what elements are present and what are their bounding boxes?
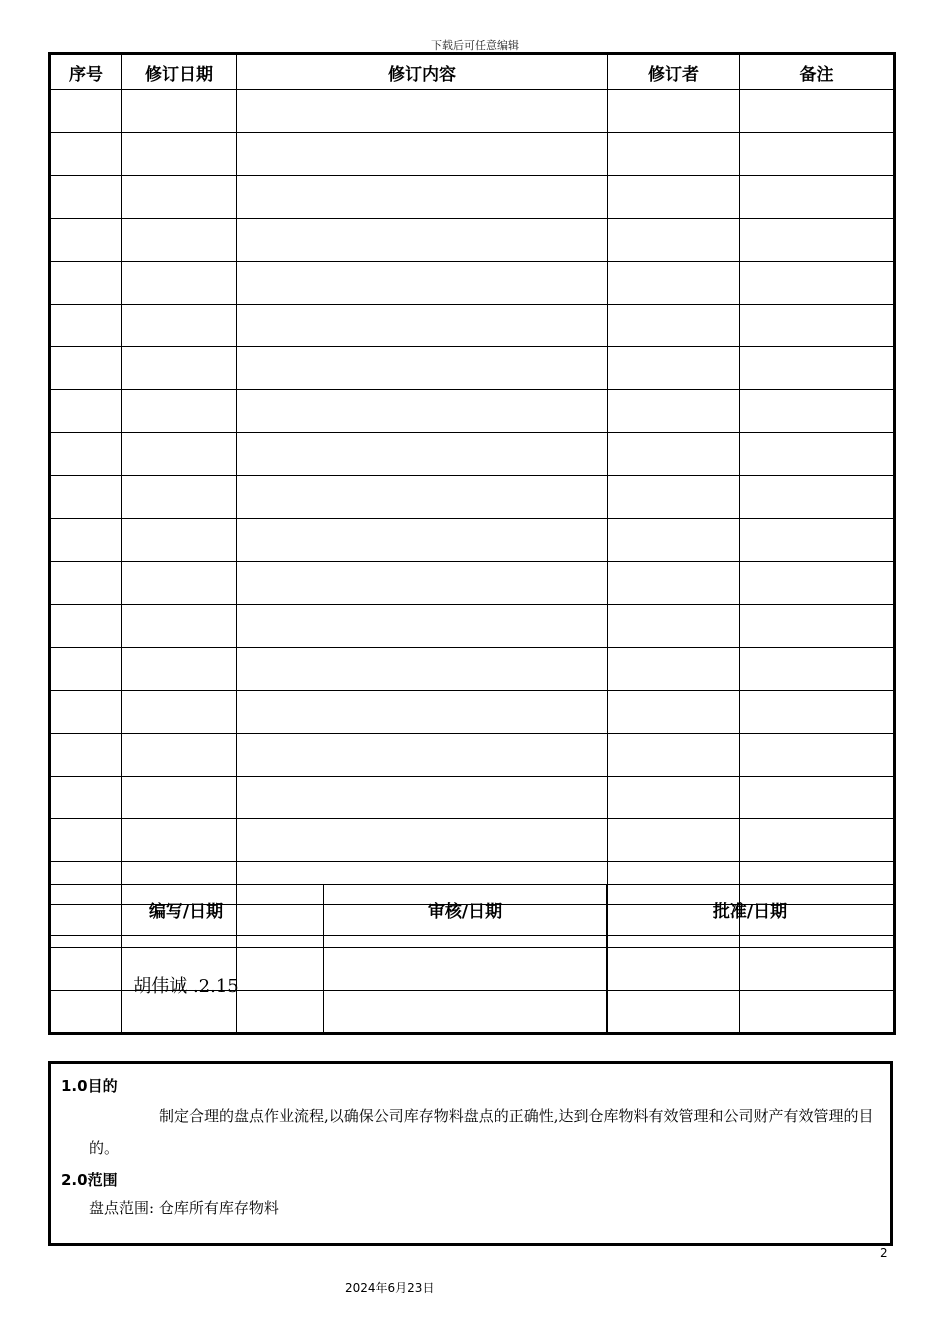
page-number: 2 [880, 1246, 888, 1260]
table-cell[interactable] [122, 90, 237, 133]
table-cell[interactable] [122, 304, 237, 347]
table-cell[interactable] [122, 733, 237, 776]
table-cell[interactable] [237, 347, 608, 390]
table-cell[interactable] [608, 604, 740, 647]
table-cell[interactable] [740, 261, 895, 304]
table-cell[interactable] [122, 175, 237, 218]
table-cell[interactable] [122, 604, 237, 647]
col-header-seq: 序号 [50, 54, 122, 90]
purpose-scope-box [48, 1061, 893, 1246]
table-cell[interactable] [50, 175, 122, 218]
table-cell[interactable] [740, 433, 895, 476]
table-row [50, 304, 895, 347]
table-cell[interactable] [122, 476, 237, 519]
table-cell[interactable] [122, 390, 237, 433]
table-cell[interactable] [740, 390, 895, 433]
table-row [50, 218, 895, 261]
table-cell[interactable] [608, 733, 740, 776]
table-cell[interactable] [50, 261, 122, 304]
col-header-reviser: 修订者 [608, 54, 740, 90]
table-cell[interactable] [740, 218, 895, 261]
table-cell[interactable] [608, 819, 740, 862]
table-cell[interactable] [237, 776, 608, 819]
table-row [50, 390, 895, 433]
table-cell[interactable] [122, 347, 237, 390]
table-cell[interactable] [608, 519, 740, 562]
table-cell[interactable] [608, 261, 740, 304]
table-cell[interactable] [50, 433, 122, 476]
table-row [50, 90, 895, 133]
table-row [50, 132, 895, 175]
table-cell[interactable] [608, 561, 740, 604]
table-cell[interactable] [50, 819, 122, 862]
table-cell[interactable] [122, 819, 237, 862]
table-cell[interactable] [608, 476, 740, 519]
table-cell[interactable] [122, 218, 237, 261]
footer-date: 2024年6月23日 [345, 1281, 435, 1295]
section1-title: 1.0目的 [61, 1077, 118, 1095]
table-row [50, 733, 895, 776]
table-cell[interactable] [740, 304, 895, 347]
table-row [50, 819, 895, 862]
table-cell[interactable] [50, 647, 122, 690]
table-row [50, 476, 895, 519]
sign-header-author: 编写/日期 [49, 885, 324, 936]
table-cell[interactable] [608, 647, 740, 690]
table-cell[interactable] [237, 175, 608, 218]
table-cell[interactable] [740, 175, 895, 218]
table-cell[interactable] [740, 819, 895, 862]
table-cell[interactable] [608, 304, 740, 347]
table-cell[interactable] [608, 90, 740, 133]
table-cell[interactable] [50, 476, 122, 519]
table-cell[interactable] [122, 519, 237, 562]
table-cell[interactable] [50, 690, 122, 733]
section2-text: 盘点范围: 仓库所有库存物料 [89, 1199, 279, 1217]
sign-off-table [48, 884, 894, 1035]
table-cell[interactable] [50, 604, 122, 647]
table-cell[interactable] [237, 433, 608, 476]
table-row [50, 347, 895, 390]
table-row [50, 433, 895, 476]
table-cell[interactable] [122, 690, 237, 733]
table-cell[interactable] [122, 261, 237, 304]
table-cell[interactable] [740, 733, 895, 776]
sign-header-review: 审核/日期 [324, 885, 607, 936]
table-cell[interactable] [608, 776, 740, 819]
table-cell[interactable] [122, 561, 237, 604]
table-cell[interactable] [740, 561, 895, 604]
table-row [50, 690, 895, 733]
table-cell[interactable] [50, 132, 122, 175]
table-cell[interactable] [608, 433, 740, 476]
table-row [50, 261, 895, 304]
table-row [50, 519, 895, 562]
table-cell[interactable] [237, 733, 608, 776]
table-cell[interactable] [608, 390, 740, 433]
table-cell[interactable] [50, 90, 122, 133]
table-cell[interactable] [237, 218, 608, 261]
table-cell[interactable] [50, 390, 122, 433]
table-cell[interactable] [50, 304, 122, 347]
table-cell[interactable] [237, 561, 608, 604]
col-header-date: 修订日期 [122, 54, 237, 90]
table-cell[interactable] [740, 476, 895, 519]
table-cell[interactable] [50, 218, 122, 261]
table-row [50, 647, 895, 690]
table-cell[interactable] [122, 132, 237, 175]
sign-approve-value[interactable] [607, 935, 894, 1034]
table-cell[interactable] [740, 647, 895, 690]
table-cell[interactable] [122, 433, 237, 476]
table-cell[interactable] [50, 733, 122, 776]
col-header-content: 修订内容 [237, 54, 608, 90]
table-cell[interactable] [237, 819, 608, 862]
section2-title: 2.0范围 [61, 1171, 118, 1189]
table-row [50, 604, 895, 647]
table-cell[interactable] [608, 132, 740, 175]
table-cell[interactable] [608, 175, 740, 218]
table-cell[interactable] [237, 647, 608, 690]
table-cell[interactable] [740, 90, 895, 133]
table-cell[interactable] [237, 604, 608, 647]
table-cell[interactable] [50, 561, 122, 604]
table-cell[interactable] [50, 519, 122, 562]
table-cell[interactable] [740, 776, 895, 819]
sign-author-value[interactable]: 胡伟诚 .2.15 [49, 935, 324, 1034]
header-note: 下载后可任意编辑 [431, 39, 519, 52]
table-cell[interactable] [237, 132, 608, 175]
section1-text: 制定合理的盘点作业流程,以确保公司库存物料盘点的正确性,达到仓库物料有效管理和公司财产有效管理的目的。 [89, 1107, 874, 1157]
table-cell[interactable] [740, 604, 895, 647]
table-cell[interactable] [122, 647, 237, 690]
sign-header-approve: 批准/日期 [607, 885, 894, 936]
sign-review-value[interactable] [324, 935, 607, 1034]
table-cell[interactable] [122, 776, 237, 819]
table-cell[interactable] [50, 776, 122, 819]
table-cell[interactable] [740, 519, 895, 562]
table-row [50, 561, 895, 604]
table-cell[interactable] [740, 132, 895, 175]
table-cell[interactable] [608, 690, 740, 733]
table-cell[interactable] [608, 347, 740, 390]
table-row [50, 776, 895, 819]
table-row [50, 175, 895, 218]
table-cell[interactable] [237, 90, 608, 133]
table-cell[interactable] [740, 347, 895, 390]
table-cell[interactable] [237, 390, 608, 433]
table-cell[interactable] [237, 476, 608, 519]
table-cell[interactable] [237, 690, 608, 733]
table-cell[interactable] [237, 519, 608, 562]
col-header-remark: 备注 [740, 54, 895, 90]
table-cell[interactable] [740, 690, 895, 733]
table-cell[interactable] [50, 347, 122, 390]
table-cell[interactable] [237, 261, 608, 304]
table-cell[interactable] [237, 304, 608, 347]
table-cell[interactable] [608, 218, 740, 261]
